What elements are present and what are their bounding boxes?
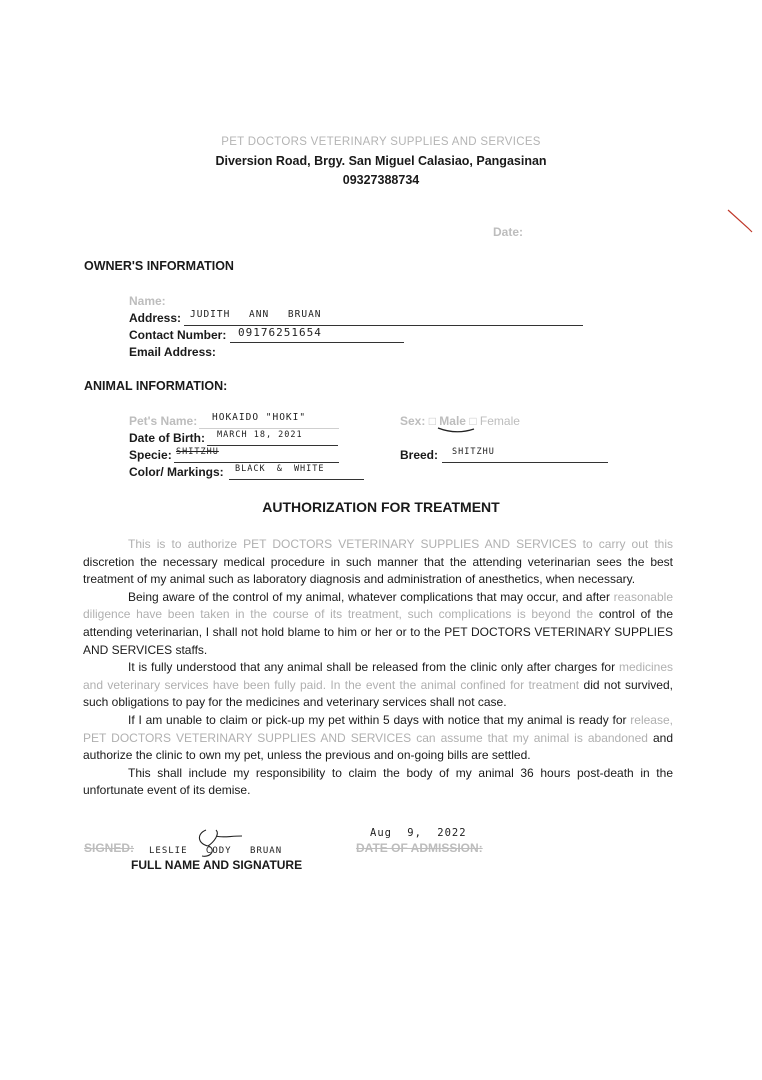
email-address-label: Email Address: (129, 345, 216, 359)
sex-female-option: Female (479, 414, 520, 428)
date-of-admission-label: DATE OF ADMISSION: (356, 841, 483, 855)
specie-label: Specie: (129, 448, 172, 462)
paragraph-2 (83, 589, 673, 659)
contact-number-value: 09176251654 (238, 326, 322, 339)
paragraph-3-first: It is fully understood that any animal shall be released from the clinic only after charges for (128, 660, 616, 675)
paragraph-1-text: discretion the necessary medical procedure in such manner that the attending veterinarian sees the best treatment of my animal such as laboratory diagnosis and administration of anesthetics, when necessary. (83, 554, 673, 587)
paragraph-3-text: did not survived, such obligations to pay for the medicines and veterinary services shall not case. (83, 677, 673, 710)
dob-label: Date of Birth: (129, 431, 205, 445)
owner-info-heading: OWNER'S INFORMATION (84, 259, 234, 273)
date-label: Date: (493, 225, 524, 239)
breed-value: SHITZHU (452, 447, 495, 457)
admission-date-value: Aug 9, 2022 (370, 827, 467, 839)
sex-label: Sex: (400, 414, 426, 428)
paragraph-2-first: Being aware of the control of my animal, whatever complications that may occur, and after (128, 589, 610, 604)
scan-artifact-mark (726, 208, 756, 238)
owner-name-label: Name: (129, 294, 166, 308)
paragraph-4-light: release, PET DOCTORS VETERINARY SUPPLIES AND SERVICES can assume that my animal is abandoned (83, 712, 673, 745)
pet-name-label: Pet's Name: (129, 414, 198, 428)
signer-name: LESLIE CODY BRUAN (149, 846, 283, 856)
pet-name-line (199, 428, 339, 429)
full-name-signature-label: FULL NAME AND SIGNATURE (131, 858, 303, 872)
dob-value: MARCH 18, 2021 (217, 430, 303, 440)
contact-number-label: Contact Number: (129, 328, 227, 342)
paragraph-3 (83, 659, 673, 712)
owner-address-label: Address: (129, 311, 182, 325)
paragraph-1-light: This is to authorize PET DOCTORS VETERINARY SUPPLIES AND SERVICES to carry out this (128, 537, 673, 551)
authorization-title: AUTHORIZATION FOR TREATMENT (262, 499, 500, 515)
authorization-body (83, 536, 673, 800)
pet-name-value: HOKAIDO "HOKI" (212, 412, 307, 423)
paragraph-2-text: control of the attending veterinarian, I shall not hold blame to him or her or to the PET DOCTORS VETERINARY SUPPLIES AND SERVICES staffs. (83, 607, 674, 657)
owner-address-value: JUDITH ANN BRUAN (190, 309, 322, 320)
color-markings-value: BLACK & WHITE (235, 464, 325, 474)
male-underline-mark (436, 426, 476, 434)
paragraph-4 (83, 712, 673, 765)
dob-line (207, 445, 338, 446)
breed-label: Breed: (400, 448, 439, 462)
paragraph-4-text: and authorize the clinic to own my pet, unless the previous and on-going bills are settled. (83, 730, 673, 763)
animal-info-heading: ANIMAL INFORMATION: (84, 379, 228, 393)
paragraph-3-light: medicines and veterinary services have been fully paid. In the event the animal confined for treatment (83, 660, 673, 692)
paragraph-2-light: reasonable diligence have been taken in the course of its treatment, such complications is beyond the (83, 589, 673, 622)
color-markings-label: Color/ Markings: (129, 465, 224, 479)
sex-field: Sex: □ Male □ Female (400, 414, 520, 428)
specie-value: SHITZHU (176, 447, 219, 457)
signed-label: SIGNED: (84, 841, 135, 855)
paragraph-4-first: If I am unable to claim or pick-up my pet within 5 days with notice that my animal is ready for (128, 712, 627, 727)
specie-line (174, 462, 339, 463)
company-address: Diversion Road, Brgy. San Miguel Calasiao, Pangasinan (215, 154, 547, 168)
breed-line (442, 462, 608, 463)
color-line (229, 479, 364, 480)
paragraph-5: This shall include my responsibility to claim the body of my animal 36 hours post-death in the unfortunate event of its demise. (83, 765, 673, 798)
company-phone: 09327388734 (342, 173, 420, 187)
sex-male-option: Male (439, 414, 466, 428)
contact-line (230, 342, 404, 343)
company-name: PET DOCTORS VETERINARY SUPPLIES AND SERVICES (221, 136, 541, 148)
paragraph-1 (83, 536, 673, 589)
